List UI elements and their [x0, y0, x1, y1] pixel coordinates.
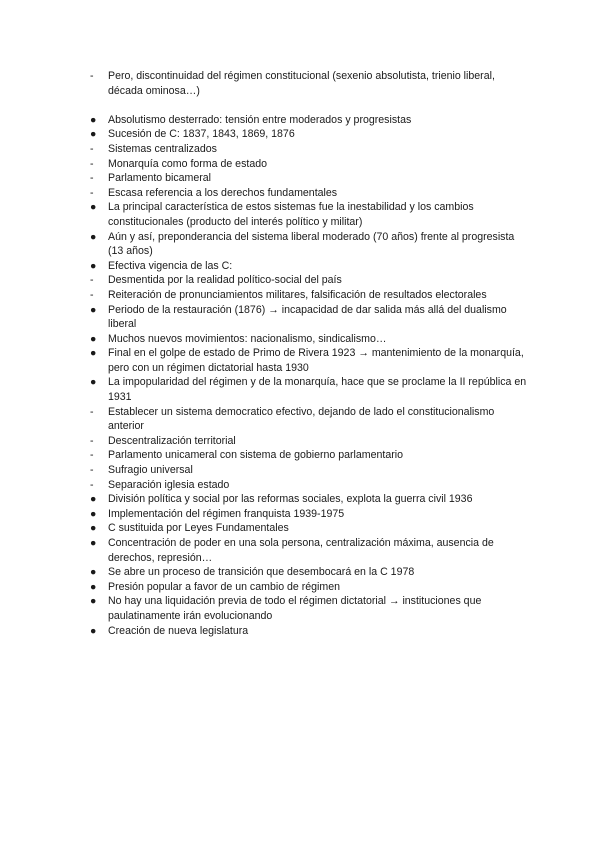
item-text: División política y social por las reformas sociales, explota la guerra civil 1936 — [108, 493, 473, 506]
dash-marker: - — [90, 274, 94, 287]
item-text: Separación iglesia estado — [108, 478, 230, 491]
dash-marker: - — [90, 449, 94, 462]
list-item — [90, 171, 530, 186]
bullet-marker: ● — [90, 347, 97, 360]
list-item — [90, 478, 530, 493]
list-item — [90, 273, 530, 288]
item-text: Periodo de la restauración (1876) → incapacidad de dar salida más allá del dualismo liberal — [108, 303, 507, 331]
item-text: Sistemas centralizados — [108, 142, 217, 155]
bullet-marker: ● — [90, 522, 97, 535]
list-item — [90, 624, 530, 639]
item-text: Pero, discontinuidad del régimen constitucional (sexenio absolutista, trienio liberal, década ominosa…) — [108, 70, 495, 97]
item-text: Descentralización territorial — [108, 434, 236, 447]
item-text: Creación de nueva legislatura — [108, 624, 249, 637]
list-item — [90, 200, 530, 229]
bullet-marker: ● — [90, 230, 97, 243]
bullet-marker: ● — [90, 128, 97, 141]
item-text: Presión popular a favor de un cambio de régimen — [108, 580, 341, 593]
item-text: Se abre un proceso de transición que desembocará en la C 1978 — [108, 566, 415, 579]
dash-marker: - — [90, 405, 94, 418]
list-item — [90, 113, 530, 128]
list-item — [90, 186, 530, 201]
dash-marker: - — [90, 478, 94, 491]
list-item — [90, 463, 530, 478]
list-item — [90, 580, 530, 595]
list-item — [90, 142, 530, 157]
bullet-marker: ● — [90, 493, 97, 506]
list-item — [90, 69, 530, 98]
item-text: Efectiva vigencia de las C: — [108, 259, 233, 272]
notes-list — [90, 69, 530, 638]
bullet-marker: ● — [90, 507, 97, 520]
item-text: Parlamento bicameral — [108, 172, 212, 185]
bullet-marker: ● — [90, 580, 97, 593]
bullet-marker: ● — [90, 376, 97, 389]
list-item — [90, 565, 530, 580]
list-item — [90, 507, 530, 522]
dash-marker: - — [90, 288, 94, 301]
dash-marker: - — [90, 172, 94, 185]
bullet-marker: ● — [90, 113, 97, 126]
item-text: Escasa referencia a los derechos fundamentales — [108, 186, 338, 199]
list-item — [90, 448, 530, 463]
bullet-marker: ● — [90, 595, 97, 608]
blank-line — [90, 98, 530, 113]
dash-marker: - — [90, 464, 94, 477]
item-text: Aún y así, preponderancia del sistema liberal moderado (70 años) frente al progresista (13 años) — [108, 230, 515, 258]
bullet-marker: ● — [90, 332, 97, 345]
dash-marker: - — [90, 434, 94, 447]
list-item — [90, 157, 530, 172]
list-item — [90, 288, 530, 303]
item-text: Establecer un sistema democratico efectivo, dejando de lado el constitucionalismo anterior — [108, 405, 495, 433]
item-text: La principal característica de estos sistemas fue la inestabilidad y los cambios constitucionales (producto del interés político y militar) — [108, 201, 474, 228]
item-text: Absolutismo desterrado: tensión entre moderados y progresistas — [108, 113, 412, 126]
dash-marker: - — [90, 70, 94, 82]
item-text: No hay una liquidación previa de todo el régimen dictatorial → instituciones que paulatinamente irán evolucionando — [108, 595, 482, 622]
bullet-marker: ● — [90, 259, 97, 272]
bullet-marker: ● — [90, 201, 97, 214]
list-item — [90, 346, 530, 375]
dash-marker: - — [90, 186, 94, 199]
item-text: C sustituida por Leyes Fundamentales — [108, 522, 289, 535]
item-text: Sufragio universal — [108, 464, 193, 477]
item-text: Muchos nuevos movimientos: nacionalismo, sindicalismo… — [108, 332, 387, 345]
item-text: Desmentida por la realidad político-social del país — [108, 274, 342, 287]
list-item — [90, 405, 530, 434]
list-item — [90, 230, 530, 259]
bullet-marker: ● — [90, 537, 97, 549]
item-text: Implementación del régimen franquista 1939-1975 — [108, 507, 345, 520]
list-item — [90, 259, 530, 274]
dash-marker: - — [90, 142, 94, 155]
bullet-marker: ● — [90, 624, 97, 637]
bullet-marker: ● — [90, 566, 97, 579]
list-item — [90, 434, 530, 449]
list-item — [90, 536, 530, 565]
item-text: La impopularidad del régimen y de la monarquía, hace que se proclame la II república en 1931 — [108, 376, 527, 404]
item-text: Reiteración de pronunciamientos militares, falsificación de resultados electorales — [108, 288, 487, 301]
item-text: Parlamento unicameral con sistema de gobierno parlamentario — [108, 449, 404, 462]
list-item — [90, 127, 530, 142]
dash-marker: - — [90, 157, 94, 170]
bullet-marker: ● — [90, 303, 97, 316]
item-text: Sucesión de C: 1837, 1843, 1869, 1876 — [108, 128, 295, 141]
item-text: Final en el golpe de estado de Primo de Rivera 1923 → mantenimiento de la monarquía, pero con un régimen dictatorial hasta 1930 — [108, 347, 524, 374]
list-item — [90, 332, 530, 347]
item-text: Monarquía como forma de estado — [108, 157, 267, 170]
item-text: Concentración de poder en una sola persona, centralización máxima, ausencia de derechos, represión… — [108, 537, 494, 564]
list-item — [90, 594, 530, 623]
list-item — [90, 375, 530, 404]
list-item — [90, 492, 530, 507]
list-item — [90, 521, 530, 536]
list-item — [90, 303, 530, 332]
